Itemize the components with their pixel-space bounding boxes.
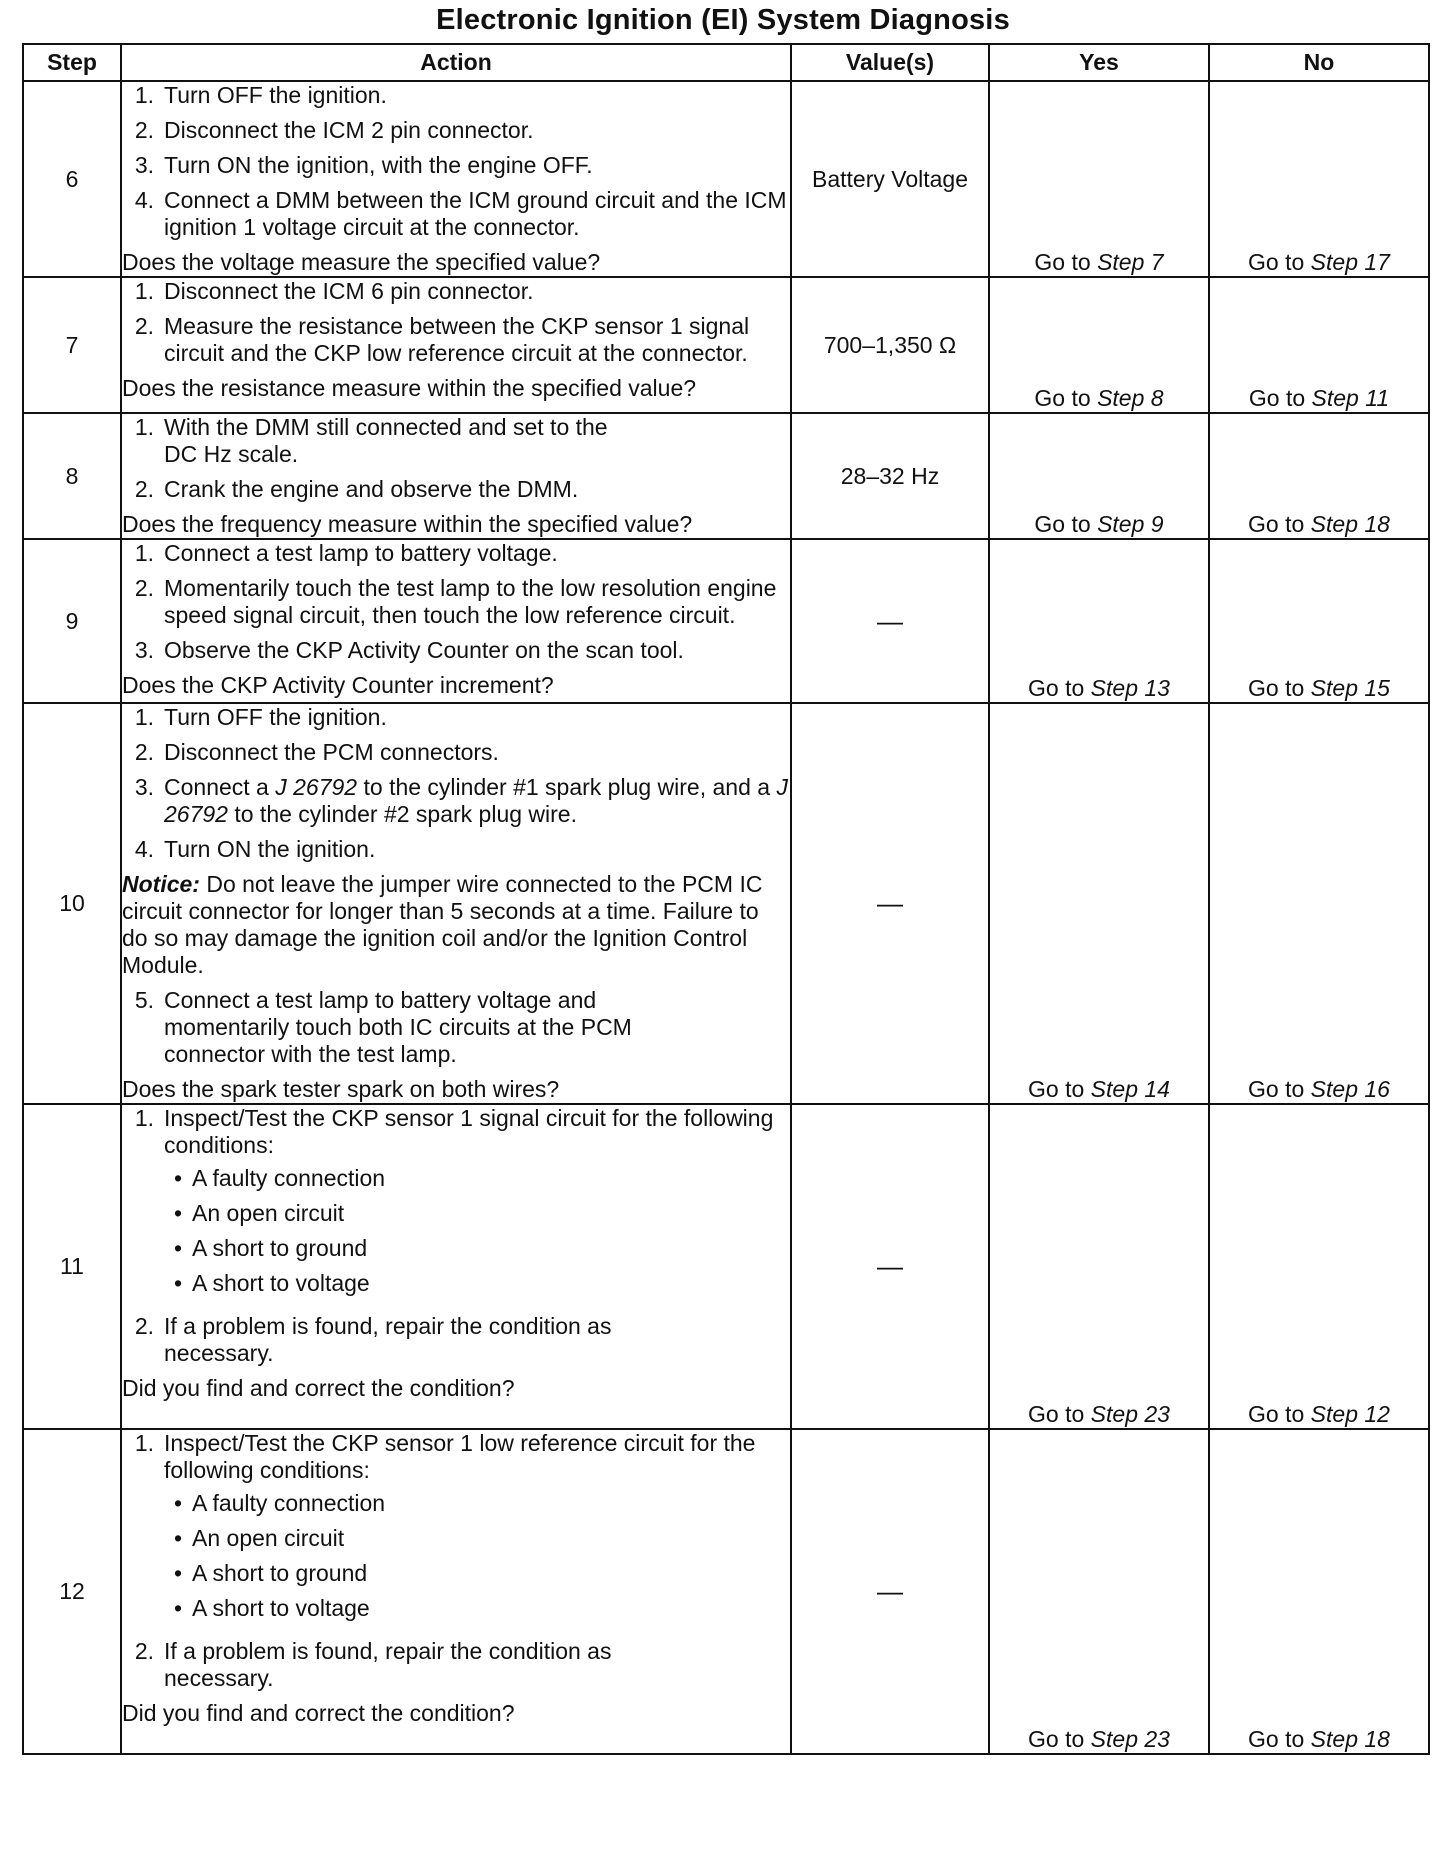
- action-cell: [121, 277, 791, 413]
- table-row: [23, 539, 1429, 703]
- question-text: Does the spark tester spark on both wires?: [122, 1076, 560, 1102]
- question-text: Does the frequency measure within the specified value?: [122, 511, 693, 537]
- step-number: 10: [23, 703, 121, 1104]
- question-text: Did you find and correct the condition?: [122, 1700, 515, 1726]
- tool-reference: J 26792: [164, 774, 788, 827]
- list-item: • A short to ground: [173, 1560, 368, 1586]
- table-row: [23, 413, 1429, 539]
- table-row: [23, 277, 1429, 413]
- goto-step-link[interactable]: Step 18: [1310, 1726, 1390, 1752]
- step-number: 11: [23, 1104, 121, 1429]
- list-item: • A faulty connection: [173, 1490, 386, 1516]
- action-cell: [121, 81, 791, 277]
- list-item: 2. Measure the resistance between the CKP sensor 1 signal circuit and the CKP low reference circuit at the connector.: [134, 313, 750, 366]
- value-cell: 700–1,350 Ω: [791, 277, 989, 413]
- step-number: 8: [23, 413, 121, 539]
- goto-step-link[interactable]: Step 17: [1310, 249, 1390, 275]
- table-row: [23, 1429, 1429, 1754]
- page-title: Electronic Ignition (EI) System Diagnosis: [436, 4, 1010, 36]
- list-item: • A faulty connection: [173, 1165, 386, 1191]
- list-item: 2. If a problem is found, repair the condition as necessary.: [134, 1313, 612, 1366]
- list-item: 2. Disconnect the PCM connectors.: [134, 739, 499, 765]
- action-list: [122, 278, 790, 375]
- value-cell: Battery Voltage: [791, 81, 989, 277]
- action-cell: [121, 703, 791, 1104]
- action-list: [122, 414, 790, 511]
- action-cell: [121, 413, 791, 539]
- list-item: 1. Inspect/Test the CKP sensor 1 signal circuit for the following conditions: • A faulty connection • An open circuit • A short to ground • A short to voltage: [122, 1105, 790, 1305]
- list-item: 2. If a problem is found, repair the condition as necessary.: [134, 1638, 612, 1691]
- goto-step-link[interactable]: Step 13: [1090, 675, 1170, 701]
- goto-step-link[interactable]: Step 15: [1310, 675, 1390, 701]
- yes-cell: Go to Step 14: [989, 703, 1209, 1104]
- yes-cell: Go to Step 23: [989, 1104, 1209, 1429]
- header-no: No: [1209, 44, 1429, 81]
- no-cell: Go to Step 12: [1209, 1104, 1429, 1429]
- action-list: [122, 704, 790, 871]
- value-cell: —: [791, 1429, 989, 1754]
- list-item: 2. Momentarily touch the test lamp to the low resolution engine speed signal circuit, then touch the low reference circuit.: [134, 575, 777, 628]
- goto-step-link[interactable]: Step 23: [1090, 1401, 1170, 1427]
- action-list: [122, 987, 790, 1076]
- value-cell: —: [791, 703, 989, 1104]
- goto-step-link[interactable]: Step 7: [1097, 249, 1164, 275]
- list-item: • A short to ground: [173, 1235, 368, 1261]
- goto-step-link[interactable]: Step 8: [1097, 385, 1164, 411]
- step-number: 6: [23, 81, 121, 277]
- goto-step-link[interactable]: Step 11: [1311, 385, 1390, 411]
- list-item: 3. Turn ON the ignition, with the engine OFF.: [134, 152, 593, 178]
- header-row: [23, 44, 1429, 81]
- step-number: 9: [23, 539, 121, 703]
- goto-step-link[interactable]: Step 9: [1097, 511, 1164, 537]
- question-text: Does the voltage measure the specified value?: [122, 249, 601, 275]
- no-cell: Go to Step 18: [1209, 413, 1429, 539]
- condition-list: [164, 1490, 790, 1622]
- no-cell: Go to Step 15: [1209, 539, 1429, 703]
- yes-cell: Go to Step 23: [989, 1429, 1209, 1754]
- header-yes: Yes: [989, 44, 1209, 81]
- question-text: Did you find and correct the condition?: [122, 1375, 515, 1401]
- tool-reference: J 26792: [275, 774, 358, 800]
- list-item: • A short to voltage: [173, 1270, 370, 1296]
- action-cell: [121, 1104, 791, 1429]
- action-list: [122, 82, 790, 249]
- list-item: 5. Connect a test lamp to battery voltage and momentarily touch both IC circuits at the PCM connector with the test lamp.: [134, 987, 632, 1067]
- value-cell: —: [791, 539, 989, 703]
- list-item: • An open circuit: [173, 1525, 345, 1551]
- list-item: • A short to voltage: [173, 1595, 370, 1621]
- yes-cell: Go to Step 13: [989, 539, 1209, 703]
- notice-text: Notice: Do not leave the jumper wire connected to the PCM IC circuit connector for longer than 5 seconds at a time. Failure to do so may damage the ignition coil and/or the Ignition Control Module.: [122, 871, 763, 978]
- no-cell: Go to Step 16: [1209, 703, 1429, 1104]
- yes-cell: Go to Step 7: [989, 81, 1209, 277]
- notice-label: Notice:: [122, 871, 200, 897]
- action-cell: [121, 539, 791, 703]
- list-item: • An open circuit: [173, 1200, 345, 1226]
- no-cell: Go to Step 17: [1209, 81, 1429, 277]
- value-cell: 28–32 Hz: [791, 413, 989, 539]
- header-values: Value(s): [791, 44, 989, 81]
- list-item: 2. Disconnect the ICM 2 pin connector.: [134, 117, 534, 143]
- action-list: [122, 540, 790, 672]
- list-item: 4. Turn ON the ignition.: [134, 836, 376, 862]
- list-item: 1. Turn OFF the ignition.: [134, 82, 387, 108]
- question-text: Does the CKP Activity Counter increment?: [122, 672, 554, 698]
- table-row: [23, 81, 1429, 277]
- list-item: 1. Inspect/Test the CKP sensor 1 low reference circuit for the following conditions: • A faulty connection • An open circuit • A short to ground • A short to voltage: [122, 1430, 790, 1630]
- list-item: 3. Observe the CKP Activity Counter on the scan tool.: [134, 637, 684, 663]
- value-cell: —: [791, 1104, 989, 1429]
- table-row: [23, 703, 1429, 1104]
- header-step: Step: [23, 44, 121, 81]
- question-text: Does the resistance measure within the specified value?: [122, 375, 697, 401]
- no-cell: Go to Step 11: [1209, 277, 1429, 413]
- yes-cell: Go to Step 8: [989, 277, 1209, 413]
- list-item: 1. Connect a test lamp to battery voltage.: [134, 540, 558, 566]
- action-list: [122, 1105, 790, 1375]
- list-item: 4. Connect a DMM between the ICM ground circuit and the ICM ignition 1 voltage circuit at the connector.: [134, 187, 787, 240]
- condition-list: [164, 1165, 790, 1297]
- no-cell: Go to Step 18: [1209, 1429, 1429, 1754]
- action-cell: [121, 1429, 791, 1754]
- goto-step-link[interactable]: Step 12: [1310, 1401, 1390, 1427]
- goto-step-link[interactable]: Step 23: [1090, 1726, 1170, 1752]
- action-list: [122, 1430, 790, 1700]
- list-item: 2. Crank the engine and observe the DMM.: [134, 476, 579, 502]
- yes-cell: Go to Step 9: [989, 413, 1209, 539]
- goto-step-link[interactable]: Step 18: [1310, 511, 1390, 537]
- step-number: 12: [23, 1429, 121, 1754]
- goto-step-link[interactable]: Step 14: [1090, 1076, 1170, 1102]
- list-item: 3. Connect a J 26792 to the cylinder #1 spark plug wire, and a J 26792 to the cylinder #2 spark plug wire.: [134, 774, 788, 827]
- list-item: 1. With the DMM still connected and set to the DC Hz scale.: [134, 414, 608, 467]
- list-item: 1. Disconnect the ICM 6 pin connector.: [134, 278, 534, 304]
- step-number: 7: [23, 277, 121, 413]
- table-row: [23, 1104, 1429, 1429]
- diagnosis-table: [22, 43, 1430, 1755]
- header-action: Action: [121, 44, 791, 81]
- list-item: 1. Turn OFF the ignition.: [134, 704, 387, 730]
- goto-step-link[interactable]: Step 16: [1310, 1076, 1390, 1102]
